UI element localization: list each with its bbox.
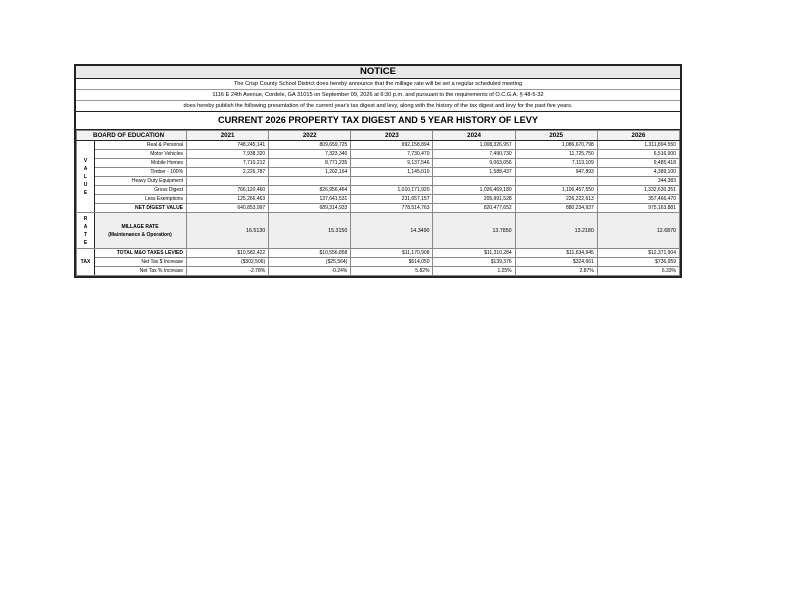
year-header: 2021: [187, 131, 269, 141]
row-label: Gross Digest: [95, 186, 187, 195]
side-letter: E: [83, 239, 88, 246]
digest-cell: 640,853,997: [187, 204, 269, 213]
millage-cell: 14.3490: [351, 213, 433, 249]
digest-cell: 826,956,464: [269, 186, 351, 195]
value-row: [77, 195, 680, 204]
rate-side-label: [77, 213, 95, 249]
notice-title: NOTICE: [76, 66, 680, 79]
digest-cell: 226,222,613: [515, 195, 597, 204]
tax-cell: $11,170,908: [351, 249, 433, 258]
millage-cell: 13.2180: [515, 213, 597, 249]
digest-cell: 2,226,787: [187, 168, 269, 177]
tax-cell: 5.82%: [351, 267, 433, 276]
side-letter: A: [83, 165, 88, 172]
tax-cell: $10,582,422: [187, 249, 269, 258]
digest-cell: 125,266,463: [187, 195, 269, 204]
value-row: [77, 159, 680, 168]
row-label: Less Exemptions: [95, 195, 187, 204]
digest-cell: 1,086,670,798: [515, 141, 597, 150]
tax-cell: 1.25%: [433, 267, 515, 276]
tax-cell: 2.87%: [515, 267, 597, 276]
digest-cell: [433, 177, 515, 186]
side-letter: L: [83, 173, 88, 180]
row-label: Motor Vehicles: [95, 150, 187, 159]
digest-cell: 137,641,531: [269, 195, 351, 204]
digest-cell: 992,158,894: [351, 141, 433, 150]
digest-cell: 1,588,437: [433, 168, 515, 177]
notice-line-1: The Crisp County School District does hereby announce that the millage rate will be set a regular scheduled meeting: [76, 79, 680, 90]
tax-side-label: [77, 249, 95, 276]
digest-cell: 9,063,056: [433, 159, 515, 168]
digest-cell: 778,514,763: [351, 204, 433, 213]
digest-cell: 205,991,528: [433, 195, 515, 204]
notice-line-2: 1116 E 24th Avenue, Cordele, GA 31015 on September 09, 2026 at 6:30 p.m. and pursuant to the requirements of O.C.G.A. § 48-5-32: [76, 90, 680, 101]
side-letter: A: [83, 223, 88, 230]
value-row: [77, 168, 680, 177]
millage-cell: 13.7850: [433, 213, 515, 249]
value-row: [77, 177, 680, 186]
digest-cell: 4,389,100: [597, 168, 679, 177]
digest-cell: 1,311,894,550: [597, 141, 679, 150]
side-letter: E: [83, 189, 88, 196]
digest-cell: 1,202,164: [269, 168, 351, 177]
side-letter: R: [83, 215, 88, 222]
value-side-label-letters: [77, 157, 94, 197]
digest-cell: 1,026,469,180: [433, 186, 515, 195]
row-label: Real & Personal: [95, 141, 187, 150]
notice-line-3: does hereby publish the following presentation of the current year's tax digest and levy, along with the history of the tax digest and levy for the past five years.: [76, 101, 680, 112]
rate-side-label-letters: [77, 215, 94, 247]
tax-cell: ($302,506): [187, 258, 269, 267]
tax-row: [77, 267, 680, 276]
digest-cell: 344,383: [597, 177, 679, 186]
tax-row: [77, 258, 680, 267]
digest-cell: [515, 177, 597, 186]
row-label: Net Tax $ Increase: [95, 258, 187, 267]
digest-cell: 975,163,881: [597, 204, 679, 213]
millage-label-line1: MILLAGE RATE: [121, 223, 159, 230]
digest-cell: 1,010,171,920: [351, 186, 433, 195]
tax-side-text: TAX: [80, 259, 91, 265]
row-label: Timber - 100%: [95, 168, 187, 177]
digest-cell: 11,725,750: [515, 150, 597, 159]
tax-cell: $11,310,284: [433, 249, 515, 258]
digest-cell: 1,332,630,351: [597, 186, 679, 195]
tax-row: [77, 249, 680, 258]
millage-cell: 16.5130: [187, 213, 269, 249]
digest-cell: [351, 177, 433, 186]
digest-cell: 9,485,418: [597, 159, 679, 168]
tax-notice-sheet: [74, 64, 682, 278]
tax-cell: $12,371,904: [597, 249, 679, 258]
digest-cell: 7,730,470: [351, 150, 433, 159]
value-side-label: [77, 141, 95, 213]
millage-row: [77, 213, 680, 249]
tax-cell: $736,959: [597, 258, 679, 267]
row-label: TOTAL M&O TAXES LEVIED: [95, 249, 187, 258]
digest-cell: 1,106,457,550: [515, 186, 597, 195]
digest-cell: 6,516,900: [597, 150, 679, 159]
year-header: 2026: [597, 131, 679, 141]
year-header: 2025: [515, 131, 597, 141]
digest-cell: 689,314,933: [269, 204, 351, 213]
row-label: NET DIGEST VALUE: [95, 204, 187, 213]
tax-cell: $10,556,858: [269, 249, 351, 258]
digest-cell: 766,120,460: [187, 186, 269, 195]
digest-cell: 1,008,326,957: [433, 141, 515, 150]
tax-cell: ($25,564): [269, 258, 351, 267]
digest-cell: 809,659,725: [269, 141, 351, 150]
value-row: [77, 150, 680, 159]
digest-cell: 231,657,157: [351, 195, 433, 204]
digest-cell: [187, 177, 269, 186]
side-letter: V: [83, 157, 88, 164]
board-of-education-label: BOARD OF EDUCATION: [77, 131, 187, 141]
table-title: CURRENT 2026 PROPERTY TAX DIGEST AND 5 YEAR HISTORY OF LEVY: [76, 112, 680, 130]
millage-label: [95, 213, 187, 249]
digest-cell: 8,771,235: [269, 159, 351, 168]
year-header: 2022: [269, 131, 351, 141]
tax-cell: $139,376: [433, 258, 515, 267]
tax-cell: $324,661: [515, 258, 597, 267]
digest-cell: 820,477,652: [433, 204, 515, 213]
tax-cell: -2.78%: [187, 267, 269, 276]
digest-cell: 7,323,340: [269, 150, 351, 159]
digest-table: [76, 130, 680, 276]
digest-cell: 947,893: [515, 168, 597, 177]
digest-cell: 1,145,010: [351, 168, 433, 177]
millage-cell: 12.6870: [597, 213, 679, 249]
digest-cell: 7,938,320: [187, 150, 269, 159]
tax-cell: 6.33%: [597, 267, 679, 276]
value-row: [77, 186, 680, 195]
row-label: Mobile Homes: [95, 159, 187, 168]
tax-cell: $11,634,945: [515, 249, 597, 258]
value-row: [77, 141, 680, 150]
millage-cell: 15.3150: [269, 213, 351, 249]
row-label: Heavy Duty Equipment: [95, 177, 187, 186]
digest-cell: 7,710,212: [187, 159, 269, 168]
digest-cell: [269, 177, 351, 186]
side-letter: U: [83, 181, 88, 188]
side-letter: T: [83, 231, 88, 238]
header-row: [77, 131, 680, 141]
year-header: 2024: [433, 131, 515, 141]
digest-cell: 357,466,470: [597, 195, 679, 204]
digest-cell: 880,234,937: [515, 204, 597, 213]
millage-label-line2: (Maintenance & Operation): [108, 231, 172, 238]
tax-cell: $614,050: [351, 258, 433, 267]
digest-cell: 748,245,141: [187, 141, 269, 150]
digest-cell: 7,490,730: [433, 150, 515, 159]
digest-cell: 7,113,109: [515, 159, 597, 168]
row-label: Net Tax % Increase: [95, 267, 187, 276]
digest-cell: 9,137,546: [351, 159, 433, 168]
year-header: 2023: [351, 131, 433, 141]
value-row: [77, 204, 680, 213]
tax-cell: -0.24%: [269, 267, 351, 276]
